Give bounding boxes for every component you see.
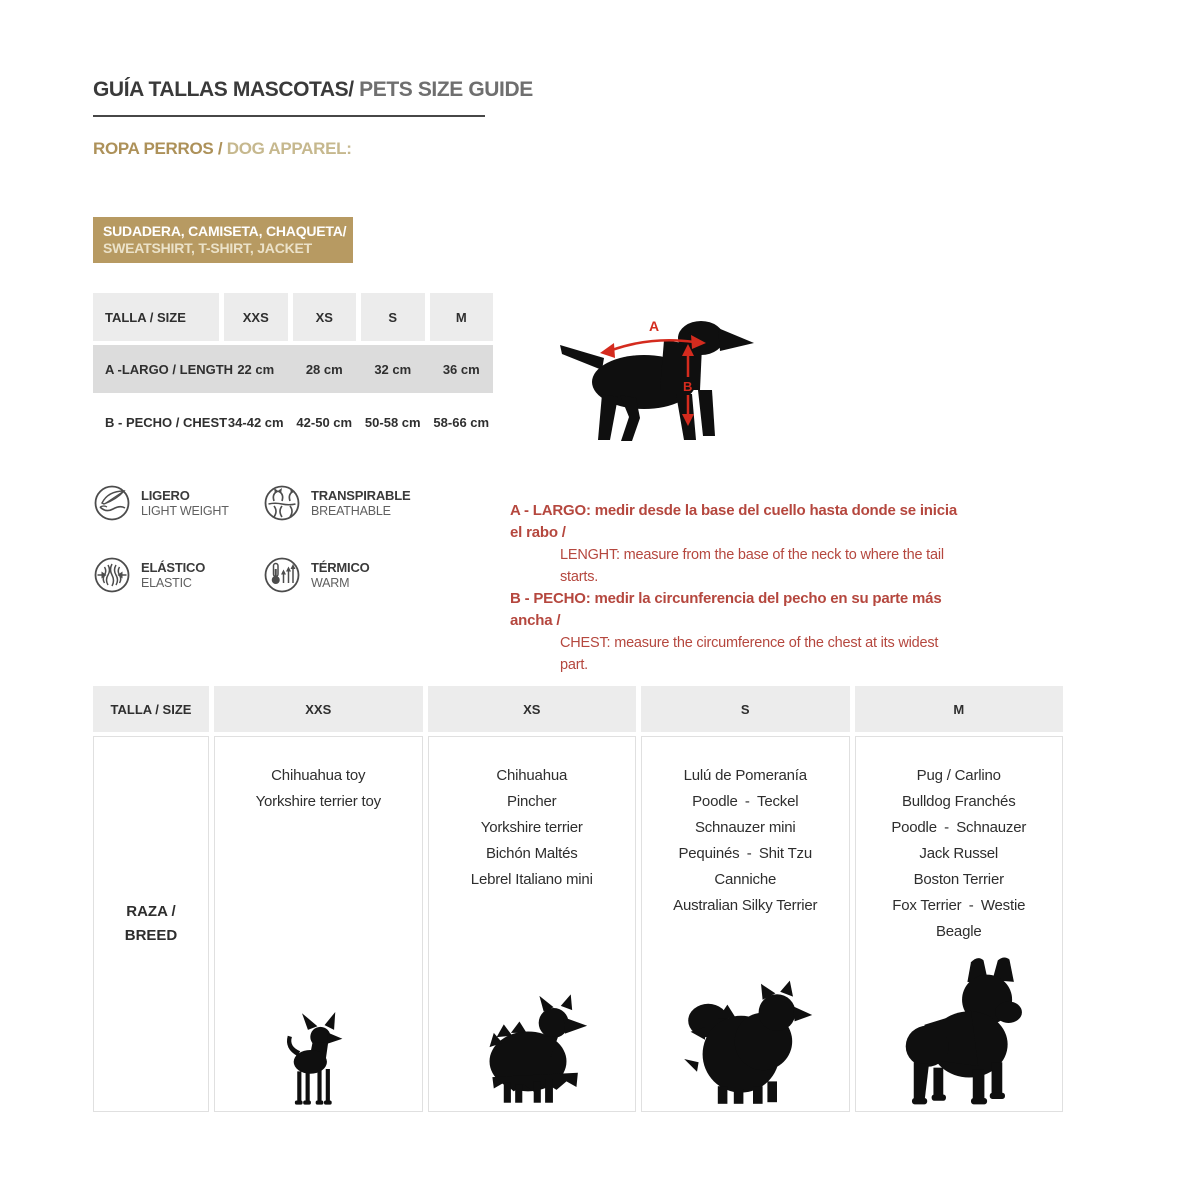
breed-name: Poodle - Schnauzer [891, 819, 1027, 836]
breed-table-body [93, 736, 1063, 1112]
chest-xs: 42-50 cm [296, 414, 353, 430]
breed-name: Fox Terrier - Westie [892, 897, 1026, 914]
breed-cell-xs [428, 736, 637, 1112]
breed-name: Boston Terrier [913, 871, 1004, 888]
page-title-es: GUÍA TALLAS MASCOTAS/ [93, 78, 354, 101]
feature-text [311, 560, 370, 591]
feature-text [141, 488, 229, 519]
breed-name: Australian Silky Terrier [673, 897, 818, 914]
yorkshire-terrier-silhouette [471, 993, 592, 1107]
breed-table-header-label: TALLA / SIZE [93, 686, 209, 732]
breed-table-header-m: M [855, 686, 1064, 732]
length-s: 32 cm [374, 361, 412, 377]
feature-list [93, 484, 513, 604]
size-table-header-label: TALLA / SIZE [93, 293, 219, 341]
section-subtitle [93, 139, 352, 159]
breed-cell-xxs [214, 736, 423, 1112]
feature-warm [263, 556, 370, 594]
feature-name-en: WARM [311, 575, 350, 590]
breed-name: Bulldog Franchés [901, 793, 1016, 810]
breed-name: Pequinés - Shit Tzu [678, 845, 812, 862]
breed-row-label-es: RAZA / [126, 903, 176, 920]
french-bulldog-silhouette [878, 955, 1039, 1107]
feature-name-en: LIGHT WEIGHT [141, 503, 229, 518]
subtitle-en: DOG APPAREL: [226, 139, 352, 158]
breed-name: Chihuahua [496, 767, 568, 784]
size-table-header-xxs: XXS [224, 293, 288, 341]
breed-name: Yorkshire terrier toy [255, 793, 381, 810]
feature-text [141, 560, 205, 591]
measurement-notes [510, 500, 970, 676]
size-table-header-xs: XS [293, 293, 357, 341]
size-table-header-row [93, 293, 493, 341]
breed-list-xxs [256, 763, 381, 815]
breed-name: Pincher [507, 793, 557, 810]
chihuahua-silhouette [283, 1012, 354, 1107]
feature-name-en: ELASTIC [141, 575, 192, 590]
breed-name: Bichón Maltés [485, 845, 578, 862]
breed-row-label [93, 736, 209, 1112]
page-title-block [93, 78, 533, 117]
note-a-spanish: A - LARGO: medir desde la base del cuello hasta donde se inicia el rabo / [510, 502, 957, 541]
category-banner-line-es: SUDADERA, CAMISETA, CHAQUETA/ [103, 223, 347, 239]
length-xxs: 22 cm [237, 361, 275, 377]
feather-hand-icon [93, 484, 131, 522]
feature-name-en: BREATHABLE [311, 503, 391, 518]
subtitle-es: ROPA PERROS / [93, 139, 223, 158]
breed-cell-s [641, 736, 850, 1112]
feature-name-es: TÉRMICO [311, 559, 370, 575]
breed-row-label-en: BREED [124, 927, 178, 944]
breed-name: Jack Russel [919, 845, 999, 862]
feature-breathable [263, 484, 410, 522]
breed-table-header-xs: XS [428, 686, 637, 732]
length-xs: 28 cm [305, 361, 343, 377]
feature-name-es: TRANSPIRABLE [311, 487, 411, 503]
breed-name: Yorkshire terrier [480, 819, 583, 836]
size-table-chest-row [93, 397, 493, 447]
page-title-en: PETS SIZE GUIDE [359, 78, 533, 101]
category-banner-line-en: SWEATSHIRT, T-SHIRT, JACKET [103, 240, 313, 256]
note-b-spanish: B - PECHO: medir la circunferencia del pecho en su parte más ancha / [510, 590, 942, 629]
breed-cell-m [855, 736, 1064, 1112]
breed-table-header-row [93, 686, 1063, 732]
chest-m: 58-66 cm [433, 414, 490, 430]
breed-name: Chihuahua toy [271, 767, 366, 784]
breed-list-m [891, 763, 1026, 945]
svg-text:B: B [683, 379, 693, 394]
size-table-length-row [93, 345, 493, 393]
length-row-label: A -LARGO / LENGTH [105, 361, 234, 377]
size-table-header-m: M [430, 293, 494, 341]
breed-table-header-s: S [641, 686, 850, 732]
breathable-weave-icon [263, 484, 301, 522]
feature-lightweight [93, 484, 229, 522]
thermometer-icon [263, 556, 301, 594]
chest-xxs: 34-42 cm [227, 414, 284, 430]
note-b-english: CHEST: measure the circumference of the chest at its widest part. [560, 635, 939, 673]
chest-row-label: B - PECHO / CHEST [105, 414, 228, 430]
breed-name: Beagle [935, 923, 982, 940]
feature-name-es: ELÁSTICO [141, 559, 206, 575]
feature-elastic [93, 556, 205, 594]
page-title [93, 78, 533, 102]
elastic-arrows-icon [93, 556, 131, 594]
labrador-silhouette [552, 298, 757, 448]
breed-table-header-xxs: XXS [214, 686, 423, 732]
size-table-header-s: S [361, 293, 425, 341]
pomeranian-silhouette [673, 979, 817, 1107]
chest-s: 50-58 cm [364, 414, 421, 430]
feature-text [311, 488, 410, 519]
breed-name: Lebrel Italiano mini [470, 871, 593, 888]
breed-name: Schnauzer mini [694, 819, 796, 836]
size-table [93, 293, 493, 451]
breed-list-xs [471, 763, 593, 893]
breed-name: Canniche [714, 871, 777, 888]
svg-text:A: A [649, 318, 660, 334]
length-m: 36 cm [442, 361, 480, 377]
breed-name: Poodle - Teckel [692, 793, 799, 810]
breed-list-s [673, 763, 817, 919]
feature-name-es: LIGERO [141, 487, 190, 503]
breed-name: Lulú de Pomeranía [683, 767, 807, 784]
note-a-english: LENGHT: measure from the base of the neck to where the tail starts. [560, 547, 944, 585]
breed-name: Pug / Carlino [916, 767, 1001, 784]
breed-table [93, 686, 1063, 1112]
measurement-diagram [552, 298, 757, 448]
category-banner [93, 217, 353, 263]
